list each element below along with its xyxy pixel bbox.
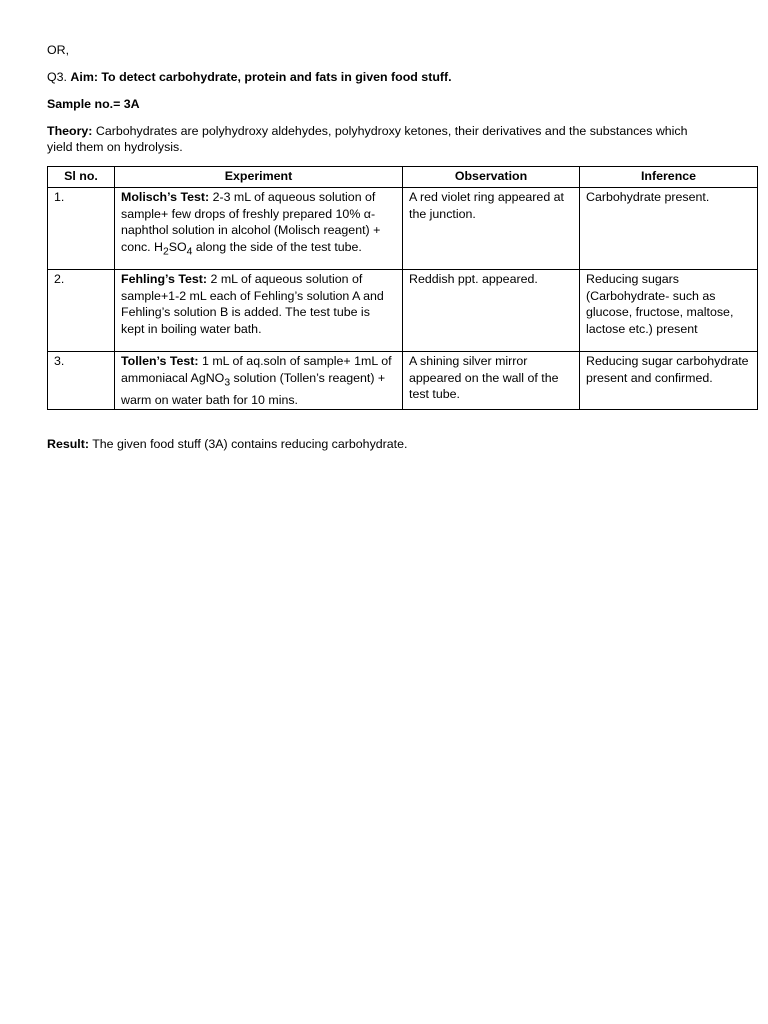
cell-inference: Reducing sugars (Carbohydrate- such as glucose, fructose, maltose, lactose etc.) present <box>580 270 758 352</box>
experiment-text: 1 mL of aq.soln of sample+ 1mL of ammoniacal AgNO <box>121 354 392 385</box>
cell-experiment <box>115 270 403 352</box>
theory-label: Theory: <box>47 124 93 138</box>
aim-label: Aim: <box>70 70 98 84</box>
theory-paragraph <box>47 123 715 155</box>
cell-inference: Reducing sugar carbohydrate present and confirmed. <box>580 352 758 410</box>
cell-observation: A red violet ring appeared at the junction. <box>403 188 580 270</box>
table-header-row <box>48 167 758 188</box>
cell-observation: A shining silver mirror appeared on the wall of the test tube. <box>403 352 580 410</box>
or-line <box>47 42 715 58</box>
cell-experiment <box>115 188 403 270</box>
cell-sl-no: 2. <box>48 270 115 352</box>
subscript: 4 <box>186 246 193 258</box>
experiment-text: 2-3 mL of aqueous solution of sample+ few drops of freshly prepared 10% α-naphthol solution in alcohol (Molisch reagent) + conc. H <box>121 190 381 254</box>
test-name: Tollen’s Test: <box>121 354 199 369</box>
experiment-table <box>47 166 758 410</box>
header-experiment: Experiment <box>115 167 403 188</box>
header-inference: Inference <box>580 167 758 188</box>
sample-label: Sample no.= 3A <box>47 97 140 111</box>
subscript: 2 <box>163 246 169 258</box>
question-number: Q3. <box>47 70 71 84</box>
test-name: Molisch’s Test: <box>121 190 210 205</box>
theory-text: Carbohydrates are polyhydroxy aldehydes, polyhydroxy ketones, their derivatives and the substances which yield them on hydrolysis. <box>47 124 688 154</box>
aim-line <box>47 69 715 85</box>
test-name: Fehling’s Test: <box>121 272 208 287</box>
cell-experiment <box>115 352 403 410</box>
or-text: OR, <box>47 43 70 57</box>
header-sl-no: Sl no. <box>48 167 115 188</box>
experiment-text: 2 mL of aqueous solution of sample+1-2 mL each of Fehling’s solution A and Fehling’s solution B is added. The test tube is kept in boiling water bath. <box>121 272 384 336</box>
cell-inference: Carbohydrate present. <box>580 188 758 270</box>
aim-text: To detect carbohydrate, protein and fats in given food stuff. <box>97 70 452 84</box>
experiment-text: SO <box>168 239 187 254</box>
header-observation: Observation <box>403 167 580 188</box>
cell-observation: Reddish ppt. appeared. <box>403 270 580 352</box>
result-paragraph <box>47 436 715 452</box>
table-row <box>48 188 758 270</box>
cell-sl-no: 1. <box>48 188 115 270</box>
document-page <box>47 42 749 463</box>
experiment-text: along the side of the test tube. <box>192 239 362 254</box>
subscript: 3 <box>224 377 231 389</box>
table-row <box>48 270 758 352</box>
sample-line <box>47 96 715 112</box>
cell-sl-no: 3. <box>48 352 115 410</box>
experiment-text: solution (Tollen’s reagent) + warm on water bath for 10 mins. <box>121 370 386 407</box>
result-label: Result: <box>47 437 89 452</box>
result-text: The given food stuff (3A) contains reducing carbohydrate. <box>89 437 408 452</box>
table-row <box>48 352 758 410</box>
